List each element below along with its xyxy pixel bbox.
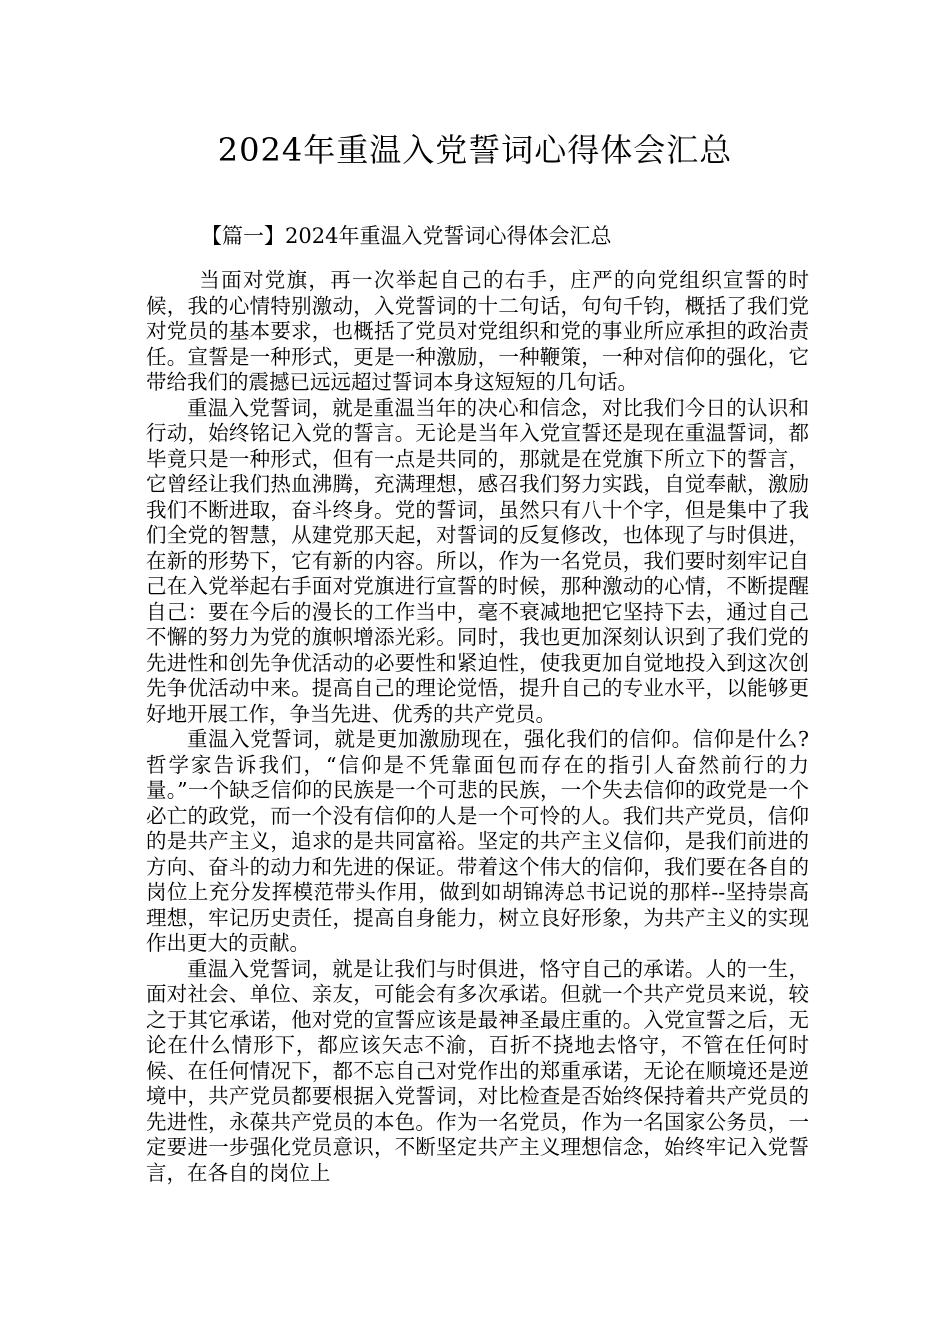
document-body [146,268,809,1186]
document-title: 2024年重温入党誓词心得体会汇总 [217,131,733,169]
paragraph: 重温入党誓词，就是更加激励现在，强化我们的信仰。信仰是什么?哲学家告诉我们，“信仰是不凭靠面包而存在的指引人奋然前行的力量。”一个缺乏信仰的民族是一个可悲的民族，一个失去信仰的政党是一个必亡的政党，而一个没有信仰的人是一个可怜的人。我们共产党员，信仰的是共产主义，追求的是共同富裕。坚定的共产主义信仰，是我们前进的方向、奋斗的动力和先进的保证。带着这个伟大的信仰，我们要在各自的岗位上充分发挥模范带头作用，做到如胡锦涛总书记说的那样--坚持崇高理想，牢记历史责任，提高自身能力，树立良好形象，为共产主义的实现作出更大的贡献。 [146,727,809,955]
paragraph: 重温入党誓词，就是重温当年的决心和信念，对比我们今日的认识和行动，始终铭记入党的誓言。无论是当年入党宣誓还是现在重温誓词，都毕竟只是一种形式，但有一点是共同的，那就是在党旗下所立下的誓言，它曾经让我们热血沸腾，充满理想，感召我们努力实践，自觉奉献，激励我们不断进取，奋斗终身。党的誓词，虽然只有八十个字，但是集中了我们全党的智慧，从建党那天起，对誓词的反复修改，也体现了与时俱进，在新的形势下，它有新的内容。所以，作为一名党员，我们要时刻牢记自己在入党举起右手面对党旗进行宣誓的时候，那种激动的心情，不断提醒自己：要在今后的漫长的工作当中，毫不衰减地把它坚持下去，通过自己不懈的努力为党的旗帜增添光彩。同时，我也更加深刻认识到了我们党的先进性和创先争优活动的必要性和紧迫性，使我更加自觉地投入到这次创先争优活动中来。提高自己的理论觉悟，提升自己的专业水平，以能够更好地开展工作，争当先进、优秀的共产党员。 [146,395,809,726]
section-heading: 【篇一】2024年重温入党誓词心得体会汇总 [201,224,612,248]
paragraph: 重温入党誓词，就是让我们与时俱进，恪守自己的承诺。人的一生，面对社会、单位、亲友，可能会有多次承诺。但就一个共产党员来说，较之于其它承诺，他对党的宣誓应该是最神圣最庄重的。入党宣誓之后，无论在什么情形下，都应该矢志不渝，百折不挠地去恪守，不管在任何时候、在任何情况下，都不忘自己对党作出的郑重承诺，无论在顺境还是逆境中，共产党员都要根据入党誓词，对比检查是否始终保持着共产党员的先进性，永葆共产党员的本色。作为一名党员，作为一名国家公务员，一定要进一步强化党员意识，不断坚定共产主义理想信念，始终牢记入党誓言，在各自的岗位上 [146,956,809,1185]
paragraph: 当面对党旗，再一次举起自己的右手，庄严的向党组织宣誓的时候，我的心情特别激动，入党誓词的十二句话，句句千钧，概括了我们党对党员的基本要求，也概括了党员对党组织和党的事业所应承担的政治责任。宣誓是一种形式，更是一种激励，一种鞭策，一种对信仰的强化，它带给我们的震撼已远远超过誓词本身这短短的几句话。 [146,268,809,394]
